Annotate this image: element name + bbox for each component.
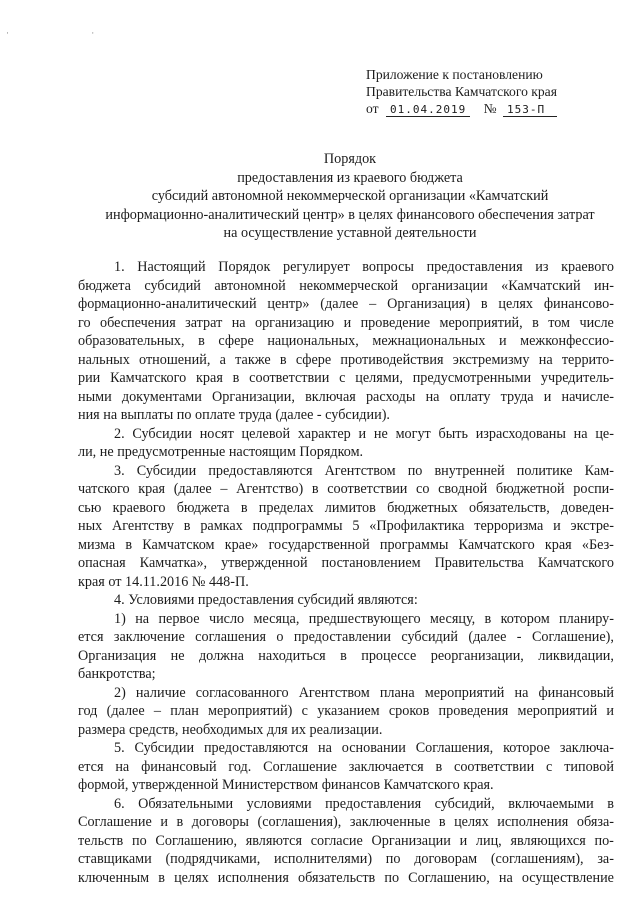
- decree-date: 01.04.2019: [386, 103, 470, 117]
- body-line: ставщиками (подрядчиками, исполнителями) по договорам (соглашениям), за-: [78, 851, 614, 867]
- body-line: формой, утвержденной Министерством финансов Камчатского края.: [78, 777, 494, 793]
- body-line: 5. Субсидии предоставляются на основании Соглашения, которое заключа-: [114, 740, 614, 756]
- scan-corner-marks: · ·: [6, 28, 135, 38]
- body-line: 3. Субсидии предоставляются Агентством по внутренней политике Кам-: [114, 462, 614, 479]
- body-line: ключенным в целях исполнения обязательств по Соглашению, на осуществление: [78, 869, 614, 886]
- body-line: го обеспечения затрат на организацию и проведение мероприятий, в том числе: [78, 314, 614, 331]
- body-line: год (далее – план мероприятий) с указанием сроков проведения мероприятий и: [78, 703, 614, 719]
- body-line: нальных отношений, а также в сфере противодействия экстремизму на террито-: [78, 351, 614, 368]
- appendix-line-1: Приложение к постановлению: [366, 67, 543, 82]
- body-line: формационно-аналитический центр» (далее – Организация) в целях финансово-: [78, 296, 614, 312]
- body-line: 1) на первое число месяца, предшествующего месяцу, в котором планиру-: [114, 610, 614, 627]
- body-line: образовательных, в сфере национальных, межнациональных и межконфессио-: [78, 333, 614, 349]
- title-line-2: предоставления из краевого бюджета: [237, 169, 463, 186]
- body-line: ния на выплаты по оплате труда (далее - субсидии).: [78, 407, 390, 423]
- appendix-date-number-row: [366, 100, 557, 117]
- title-line-3: субсидий автономной некоммерческой организации «Камчатский: [151, 188, 549, 204]
- body-line: 2. Субсидии носят целевой характер и не могут быть израсходованы на це-: [114, 425, 614, 442]
- title-line-1: Порядок: [323, 151, 377, 167]
- body-line: ных Агентству в рамках подпрограммы 5 «Профилактика терроризма и экстре-: [78, 518, 614, 534]
- title-line-5: на осуществление уставной деятельности: [223, 225, 477, 241]
- body-line: ными документами Организации, включая расходы на оплату труда и начисле-: [78, 388, 614, 405]
- number-label: №: [483, 101, 497, 116]
- body-line: 2) наличие согласованного Агентством плана мероприятий на финансовый: [114, 684, 614, 701]
- body-line: чатского края (далее – Агентство) в соответствии со сводной бюджетной роспи-: [78, 481, 614, 497]
- document-title: [70, 150, 630, 243]
- body-line: края от 14.11.2016 № 448-П.: [78, 573, 249, 590]
- document-body: [78, 258, 614, 887]
- from-label: от: [366, 101, 379, 116]
- body-line: тельств по Соглашению, являются согласие Организации и лиц, являющихся по-: [78, 832, 614, 849]
- body-line: 1. Настоящий Порядок регулирует вопросы предоставления из краевого: [114, 259, 614, 275]
- body-line: мизма в Камчатском крае» государственной программы Камчатского края «Без-: [78, 536, 614, 553]
- body-line: банкротства;: [78, 666, 156, 682]
- decree-number: 153-П: [503, 103, 557, 117]
- body-line: размера средств, необходимых для их реализации.: [78, 721, 383, 738]
- body-line: рии Камчатского края в соответствии с целями, предусмотренными учредитель-: [78, 370, 614, 386]
- appendix-line-2: Правительства Камчатского края: [366, 84, 557, 99]
- body-line: 4. Условиями предоставления субсидий являются:: [114, 592, 418, 608]
- body-line: бюджета субсидий автономной некоммерческой организации «Камчатский ин-: [78, 277, 614, 294]
- body-line: сью краевого бюджета в пределах лимитов бюджетных обязательств, доведен-: [78, 499, 614, 516]
- body-line: ется на финансовый год. Соглашение заключается в соответствии с типовой: [78, 758, 614, 775]
- body-line: Соглашение и в договоры (соглашения), заключенные в целях исполнения обяза-: [78, 814, 614, 830]
- body-line: Организация не должна находиться в процессе реорганизации, ликвидации,: [78, 647, 614, 664]
- appendix-header: [366, 66, 557, 117]
- body-line: ли, не предусмотренные настоящим Порядком.: [78, 444, 364, 460]
- body-line: опасная Камчатка», утвержденной постановлением Правительства Камчатского: [78, 555, 614, 571]
- title-line-4: информационно-аналитический центр» в целях финансового обеспечения затрат: [105, 206, 595, 223]
- body-line: 6. Обязательными условиями предоставления субсидий, включаемыми в: [114, 795, 614, 812]
- body-line: ется заключение соглашения о предоставлении субсидий (далее - Соглашение),: [78, 629, 614, 645]
